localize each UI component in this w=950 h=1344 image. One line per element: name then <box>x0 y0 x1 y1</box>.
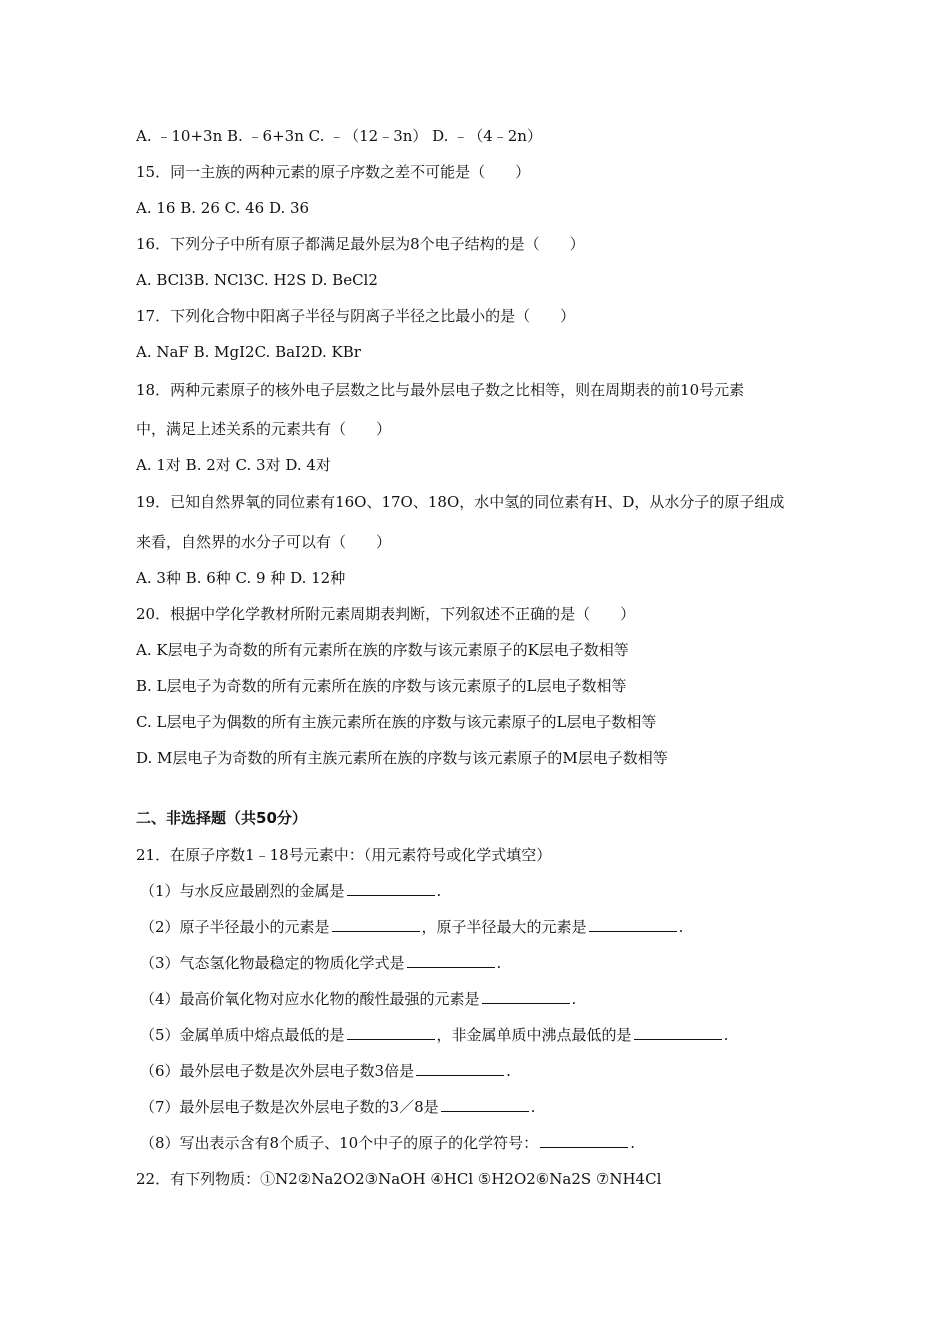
q19-options: A. 3种 B. 6种 C. 9 种 D. 12种 <box>136 569 346 587</box>
period: . <box>630 1134 635 1152</box>
q21-item-4-text: （4）最高价氧化物对应水化物的酸性最强的元素是 <box>140 990 480 1008</box>
q18-options: A. 1对 B. 2对 C. 3对 D. 4对 <box>136 456 331 474</box>
q18-stem-line2: 中，满足上述关系的元素共有（ ） <box>136 420 392 438</box>
q21-item-4 <box>140 989 576 1009</box>
period: . <box>506 1062 511 1080</box>
q21-item-6-text: （6）最外层电子数是次外层电子数3倍是 <box>140 1062 415 1080</box>
section-2-title: 二、非选择题（共50分） <box>136 809 307 827</box>
period: . <box>436 882 442 900</box>
answer-blank[interactable] <box>482 989 570 1004</box>
q19-stem-line1: 19．已知自然界氧的同位素有16O、17O、18O，水中氢的同位素有H、D，从水分子的原子组成 <box>136 493 785 511</box>
period: . <box>496 954 502 972</box>
period: . <box>723 1026 729 1044</box>
answer-blank[interactable] <box>634 1025 722 1040</box>
answer-blank[interactable] <box>332 917 420 932</box>
answer-blank[interactable] <box>416 1061 504 1076</box>
q22-stem: 22．有下列物质：①N2②Na2O2③NaOH ④HCl ⑤H2O2⑥Na2S ⑦NH4Cl <box>136 1170 662 1188</box>
q21-item-6 <box>140 1061 511 1081</box>
q20-option-d: D. M层电子为奇数的所有主族元素所在族的序数与该元素原子的M层电子数相等 <box>136 749 668 767</box>
answer-blank[interactable] <box>407 953 495 968</box>
q21-item-5a-text: （5）金属单质中熔点最低的是 <box>140 1026 345 1044</box>
q20-option-c: C. L层电子为偶数的所有主族元素所在族的序数与该元素原子的L层电子数相等 <box>136 713 657 731</box>
q19-stem-line2: 来看，自然界的水分子可以有（ ） <box>136 533 392 551</box>
q17-stem: 17．下列化合物中阳离子半径与阴离子半径之比最小的是（ ） <box>136 307 576 325</box>
q14-options: A. ﹣10+3n B. ﹣6+3n C. ﹣（12﹣3n） D. ﹣（4﹣2n） <box>136 127 542 145</box>
q20-stem: 20．根据中学化学教材所附元素周期表判断，下列叙述不正确的是（ ） <box>136 605 636 623</box>
answer-blank[interactable] <box>540 1133 628 1148</box>
q21-item-8-text: （8）写出表示含有8个质子、10个中子的原子的化学符号： <box>140 1134 539 1152</box>
q21-item-7-text: （7）最外层电子数是次外层电子数的3／8是 <box>140 1098 439 1116</box>
q21-item-1 <box>140 881 441 901</box>
q21-item-3 <box>140 953 501 973</box>
q17-options: A. NaF B. MgI2C. BaI2D. KBr <box>136 343 361 361</box>
period: . <box>571 990 577 1008</box>
q21-item-1-text: （1）与水反应最剧烈的金属是 <box>140 882 345 900</box>
answer-blank[interactable] <box>441 1097 529 1112</box>
period: . <box>530 1098 536 1116</box>
q18-stem-line1: 18．两种元素原子的核外电子层数之比与最外层电子数之比相等，则在周期表的前10号元素 <box>136 381 745 399</box>
q21-stem: 21．在原子序数1﹣18号元素中：（用元素符号或化学式填空） <box>136 846 552 864</box>
q15-options: A. 16 B. 26 C. 46 D. 36 <box>136 199 310 217</box>
q20-option-b: B. L层电子为奇数的所有元素所在族的序数与该元素原子的L层电子数相等 <box>136 677 627 695</box>
q21-item-5b-text: ，非金属单质中沸点最低的是 <box>436 1026 632 1044</box>
q21-item-2a-text: （2）原子半径最小的元素是 <box>140 918 330 936</box>
answer-blank[interactable] <box>347 881 435 896</box>
q16-options: A. BCl3B. NCl3C. H2S D. BeCl2 <box>136 271 378 289</box>
q21-item-2 <box>140 917 683 937</box>
q21-item-7 <box>140 1097 535 1117</box>
q21-item-2b-text: ，原子半径最大的元素是 <box>421 918 587 936</box>
period: . <box>678 918 684 936</box>
answer-blank[interactable] <box>347 1025 435 1040</box>
q15-stem: 15．同一主族的两种元素的原子序数之差不可能是（ ） <box>136 163 531 181</box>
answer-blank[interactable] <box>589 917 677 932</box>
q16-stem: 16．下列分子中所有原子都满足最外层为8个电子结构的是（ ） <box>136 235 585 253</box>
q20-option-a: A. K层电子为奇数的所有元素所在族的序数与该元素原子的K层电子数相等 <box>136 641 629 659</box>
q21-item-8 <box>140 1133 635 1153</box>
q21-item-5 <box>140 1025 728 1045</box>
q21-item-3-text: （3）气态氢化物最稳定的物质化学式是 <box>140 954 405 972</box>
